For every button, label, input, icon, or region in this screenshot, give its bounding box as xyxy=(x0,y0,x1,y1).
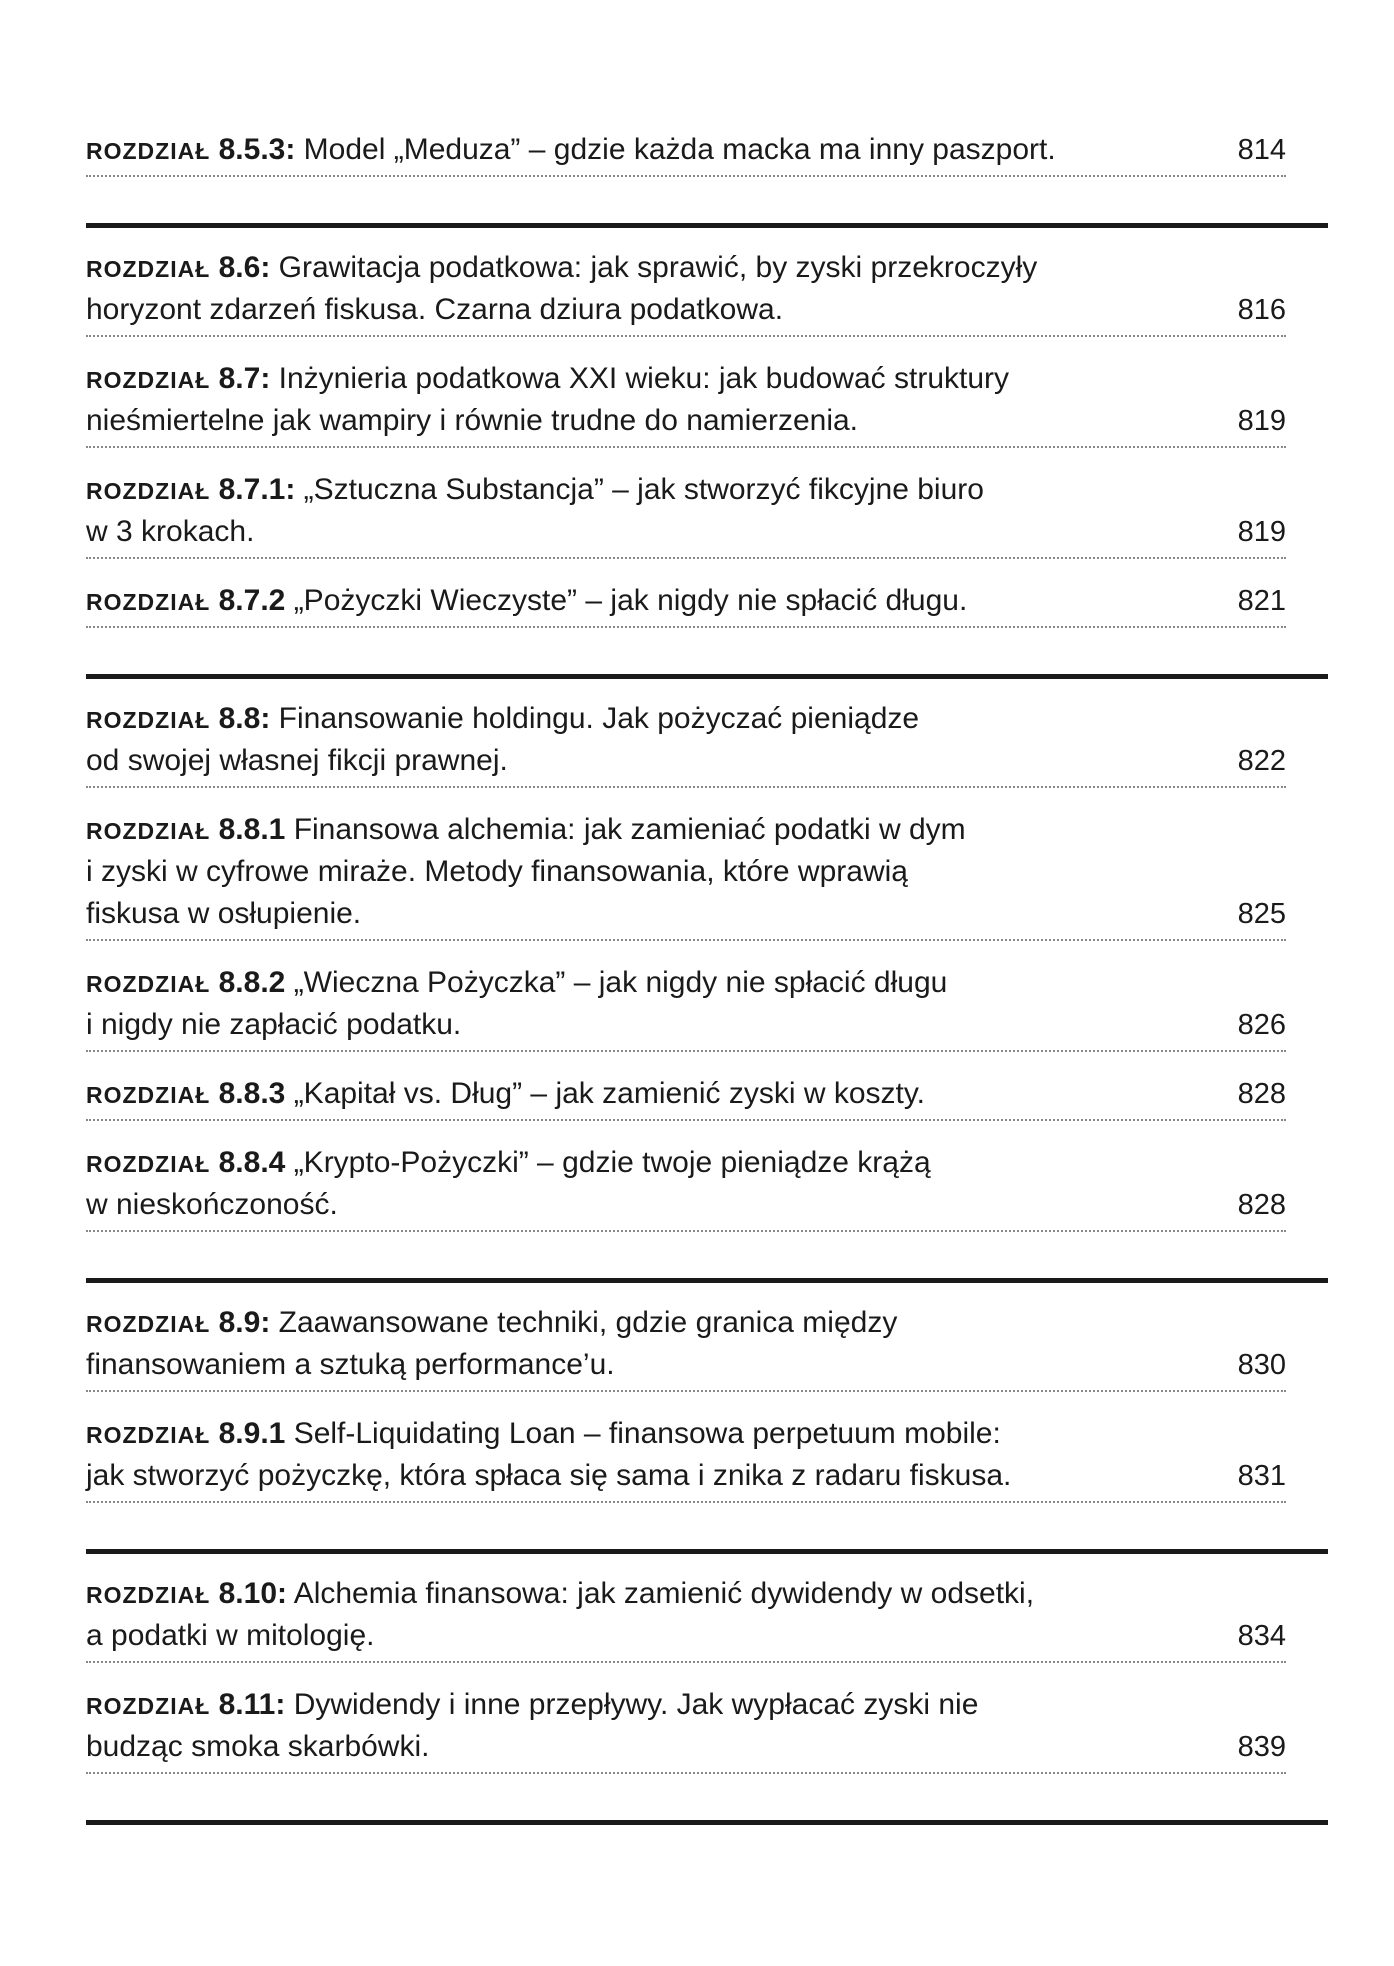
toc-section xyxy=(86,247,1328,628)
page-number: 828 xyxy=(1237,1078,1286,1110)
toc-entry-line xyxy=(86,358,1286,400)
dotted-leader-divider xyxy=(86,1772,1286,1774)
chapter-keyword: ROZDZIAŁ xyxy=(86,1311,211,1337)
toc-entry-line xyxy=(86,580,1286,622)
toc-section xyxy=(86,1302,1328,1503)
page-number: 821 xyxy=(1237,585,1286,617)
chapter-title-text: „Krypto-Pożyczki” – gdzie twoje pieniądze krążą xyxy=(293,1146,931,1179)
toc-entry-line xyxy=(86,1142,1286,1184)
chapter-title-text: horyzont zdarzeń fiskusa. Czarna dziura podatkowa. xyxy=(86,293,784,326)
toc-section xyxy=(86,1573,1328,1774)
chapter-keyword: ROZDZIAŁ xyxy=(86,1693,211,1719)
dotted-leader-divider xyxy=(86,786,1286,788)
toc-entry-line xyxy=(86,289,1286,331)
toc-entry-line xyxy=(86,1726,1286,1768)
toc-entry-line xyxy=(86,851,1286,893)
toc-entry-line xyxy=(86,1684,1286,1726)
chapter-title-text: a podatki w mitologię. xyxy=(86,1619,375,1652)
toc-entry-line xyxy=(86,1413,1286,1455)
page-number: 816 xyxy=(1237,294,1286,326)
chapter-title-text: w 3 krokach. xyxy=(86,515,255,548)
toc-entry[interactable] xyxy=(86,580,1286,628)
page-number: 819 xyxy=(1237,516,1286,548)
chapter-title-text: Dywidendy i inne przepływy. Jak wypłacać zyski nie xyxy=(293,1688,979,1721)
section-divider-rule xyxy=(86,1549,1328,1554)
section-divider-rule xyxy=(86,1278,1328,1283)
page-number: 839 xyxy=(1237,1731,1286,1763)
chapter-title-text: Zaawansowane techniki, gdzie granica między xyxy=(278,1306,898,1339)
chapter-number: 8.9: xyxy=(218,1306,271,1339)
chapter-title-text: „Kapitał vs. Dług” – jak zamienić zyski w koszty. xyxy=(293,1077,925,1110)
chapter-keyword: ROZDZIAŁ xyxy=(86,589,211,615)
chapter-keyword: ROZDZIAŁ xyxy=(86,971,211,997)
dotted-leader-divider xyxy=(86,1661,1286,1663)
chapter-title-text: „Sztuczna Substancja” – jak stworzyć fikcyjne biuro xyxy=(303,473,984,506)
toc-entry-line xyxy=(86,1004,1286,1046)
dotted-leader-divider xyxy=(86,557,1286,559)
chapter-title-text: Finansowanie holdingu. Jak pożyczać pieniądze xyxy=(278,702,920,735)
chapter-number: 8.10: xyxy=(218,1577,287,1610)
toc-entry-line xyxy=(86,1615,1286,1657)
toc-section xyxy=(86,698,1328,1232)
page-number: 828 xyxy=(1237,1189,1286,1221)
page-number: 830 xyxy=(1237,1349,1286,1381)
chapter-number: 8.8: xyxy=(218,702,271,735)
chapter-keyword: ROZDZIAŁ xyxy=(86,256,211,282)
chapter-number: 8.9.1 xyxy=(218,1417,286,1450)
dotted-leader-divider xyxy=(86,1119,1286,1121)
chapter-title-text: „Pożyczki Wieczyste” – jak nigdy nie spłacić długu. xyxy=(293,584,968,617)
chapter-title-text: Model „Meduza” – gdzie każda macka ma inny paszport. xyxy=(303,133,1056,166)
section-divider-rule xyxy=(86,1820,1328,1825)
toc-entry-line xyxy=(86,962,1286,1004)
dotted-leader-divider xyxy=(86,939,1286,941)
toc-entry-line xyxy=(86,1455,1286,1497)
dotted-leader-divider xyxy=(86,626,1286,628)
page-number: 831 xyxy=(1237,1460,1286,1492)
chapter-keyword: ROZDZIAŁ xyxy=(86,1151,211,1177)
chapter-title-text: w nieskończoność. xyxy=(86,1188,338,1221)
toc-entry-line xyxy=(86,1573,1286,1615)
toc-entry-line xyxy=(86,1073,1286,1115)
toc-entry-line xyxy=(86,469,1286,511)
toc-entry-line xyxy=(86,740,1286,782)
toc-entry[interactable] xyxy=(86,1684,1286,1774)
chapter-keyword: ROZDZIAŁ xyxy=(86,707,211,733)
toc-entry[interactable] xyxy=(86,469,1286,559)
chapter-number: 8.8.1 xyxy=(218,813,286,846)
chapter-title-text: finansowaniem a sztuką performance’u. xyxy=(86,1348,615,1381)
chapter-number: 8.8.2 xyxy=(218,966,286,999)
page-number: 825 xyxy=(1237,898,1286,930)
toc-entry[interactable] xyxy=(86,809,1286,941)
toc-entry[interactable] xyxy=(86,1413,1286,1503)
dotted-leader-divider xyxy=(86,175,1286,177)
dotted-leader-divider xyxy=(86,335,1286,337)
chapter-keyword: ROZDZIAŁ xyxy=(86,1582,211,1608)
chapter-number: 8.6: xyxy=(218,251,271,284)
chapter-title-text: od swojej własnej fikcji prawnej. xyxy=(86,744,508,777)
dotted-leader-divider xyxy=(86,446,1286,448)
toc-entry[interactable] xyxy=(86,129,1286,177)
section-divider-rule xyxy=(86,674,1328,679)
chapter-title-text: Inżynieria podatkowa XXI wieku: jak budować struktury xyxy=(278,362,1010,395)
chapter-title-text: i zyski w cyfrowe miraże. Metody finansowania, które wprawią xyxy=(86,855,908,888)
toc-entry-line xyxy=(86,400,1286,442)
chapter-title-text: fiskusa w osłupienie. xyxy=(86,897,362,930)
dotted-leader-divider xyxy=(86,1230,1286,1232)
chapter-number: 8.5.3: xyxy=(218,133,296,166)
toc-entry-line xyxy=(86,893,1286,935)
chapter-title-text: Grawitacja podatkowa: jak sprawić, by zyski przekroczyły xyxy=(278,251,1038,284)
page-number: 814 xyxy=(1237,134,1286,166)
chapter-number: 8.7: xyxy=(218,362,271,395)
page-number: 822 xyxy=(1237,745,1286,777)
toc-entry[interactable] xyxy=(86,962,1286,1052)
page-number: 826 xyxy=(1237,1009,1286,1041)
toc-entry-line xyxy=(86,511,1286,553)
page-number: 819 xyxy=(1237,405,1286,437)
toc-entry[interactable] xyxy=(86,1073,1286,1121)
toc-section xyxy=(86,129,1328,177)
toc-entry-line xyxy=(86,1344,1286,1386)
dotted-leader-divider xyxy=(86,1050,1286,1052)
chapter-number: 8.7.1: xyxy=(218,473,296,506)
page-number: 834 xyxy=(1237,1620,1286,1652)
section-divider-rule xyxy=(86,223,1328,228)
toc-entry-line xyxy=(86,1302,1286,1344)
chapter-keyword: ROZDZIAŁ xyxy=(86,367,211,393)
chapter-number: 8.8.3 xyxy=(218,1077,286,1110)
chapter-keyword: ROZDZIAŁ xyxy=(86,478,211,504)
toc-entry[interactable] xyxy=(86,698,1286,788)
toc-entry[interactable] xyxy=(86,1573,1286,1663)
chapter-keyword: ROZDZIAŁ xyxy=(86,1082,211,1108)
toc-entry[interactable] xyxy=(86,1142,1286,1232)
toc-entry-line xyxy=(86,698,1286,740)
chapter-title-text: budząc smoka skarbówki. xyxy=(86,1730,430,1763)
toc-entry-line xyxy=(86,129,1286,171)
chapter-number: 8.11: xyxy=(218,1688,286,1721)
chapter-title-text: Finansowa alchemia: jak zamieniać podatki w dym xyxy=(293,813,966,846)
toc-entry-line xyxy=(86,1184,1286,1226)
toc-entry[interactable] xyxy=(86,358,1286,448)
toc-entry[interactable] xyxy=(86,247,1286,337)
chapter-title-text: Self-Liquidating Loan – finansowa perpetuum mobile: xyxy=(293,1417,1001,1450)
chapter-title-text: jak stworzyć pożyczkę, która spłaca się sama i znika z radaru fiskusa. xyxy=(86,1459,1012,1492)
chapter-number: 8.8.4 xyxy=(218,1146,286,1179)
chapter-title-text: Alchemia finansowa: jak zamienić dywidendy w odsetki, xyxy=(293,1577,1035,1610)
chapter-keyword: ROZDZIAŁ xyxy=(86,818,211,844)
dotted-leader-divider xyxy=(86,1390,1286,1392)
chapter-keyword: ROZDZIAŁ xyxy=(86,138,211,164)
chapter-title-text: „Wieczna Pożyczka” – jak nigdy nie spłacić długu xyxy=(293,966,948,999)
toc-entry[interactable] xyxy=(86,1302,1286,1392)
dotted-leader-divider xyxy=(86,1501,1286,1503)
chapter-keyword: ROZDZIAŁ xyxy=(86,1422,211,1448)
chapter-number: 8.7.2 xyxy=(218,584,286,617)
chapter-title-text: nieśmiertelne jak wampiry i równie trudne do namierzenia. xyxy=(86,404,859,437)
chapter-title-text: i nigdy nie zapłacić podatku. xyxy=(86,1008,462,1041)
toc-entry-line xyxy=(86,809,1286,851)
toc-entry-line xyxy=(86,247,1286,289)
table-of-contents xyxy=(86,129,1328,1844)
